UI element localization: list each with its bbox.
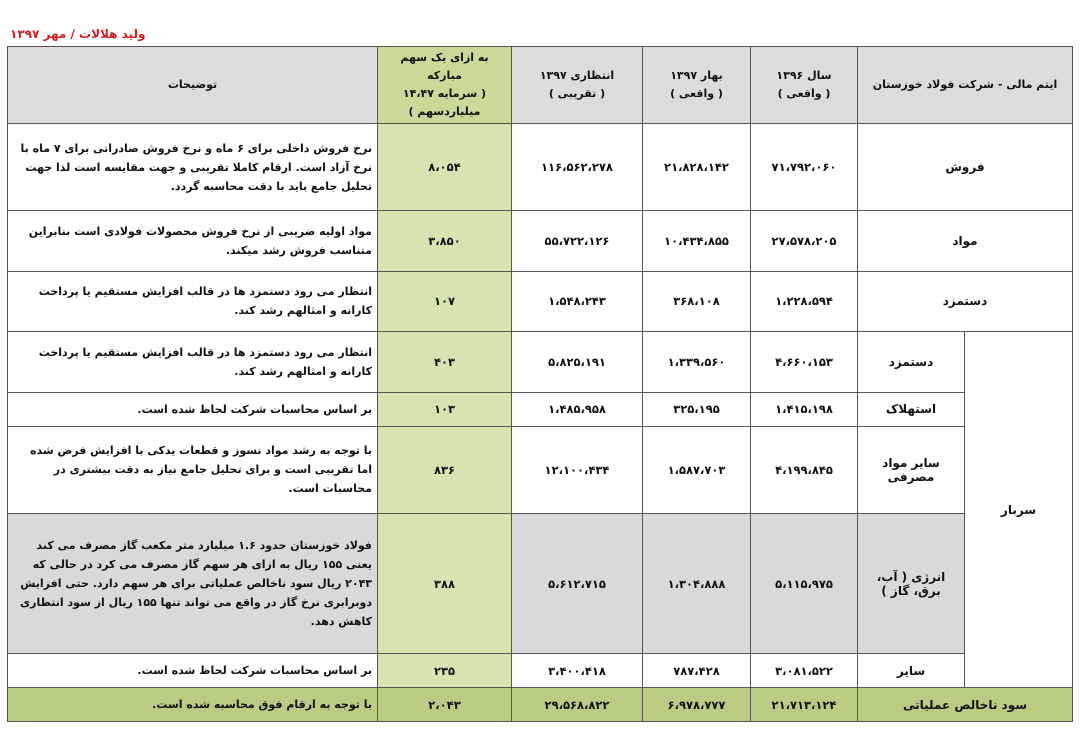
row-label: فروش <box>858 124 1073 211</box>
header-per-share-note: ( سرمایه ۱۴،۴۷ میلیاردسهم ) <box>402 87 487 118</box>
total-description: با توجه به ارقام فوق محاسبه شده است. <box>8 688 378 722</box>
cell-description: مواد اولیه ضریبی از نرخ فروش محصولات فولادی است بنابراین متناسب فروش رشد میکند. <box>8 211 378 272</box>
cell-spring-1397: ۱،۵۸۷،۷۰۳ <box>643 426 751 513</box>
cell-1396: ۱،۴۱۵،۱۹۸ <box>751 392 858 426</box>
cell-description: نرخ فروش داخلی برای ۶ ماه و نرخ فروش صادراتی برای ۷ ماه با نرخ آزاد است. ارقام کاملا تقریبی و جهت مقایسه است لذا جهت تحلیل جامع باید با دقت محاسبه گردد. <box>8 124 378 211</box>
header-spring-1397 <box>643 47 751 124</box>
cell-1396: ۴،۱۹۹،۸۴۵ <box>751 426 858 513</box>
header-year-1396-title: سال ۱۳۹۶ <box>776 69 832 82</box>
cell-per-share: ۱۰۳ <box>378 392 512 426</box>
cell-expected-1397: ۵۵،۷۲۲،۱۲۶ <box>512 211 643 272</box>
table-row <box>8 332 1073 393</box>
table-row <box>8 654 1073 688</box>
header-spring-1397-note: ( واقعی ) <box>670 87 723 100</box>
table-row <box>8 271 1073 332</box>
header-per-share <box>378 47 512 124</box>
cell-per-share: ۳۸۸ <box>378 513 512 654</box>
header-expected-1397-note: ( تقریبی ) <box>548 87 606 100</box>
cell-per-share: ۸۳۶ <box>378 426 512 513</box>
cell-expected-1397: ۱۱۶،۵۶۲،۲۷۸ <box>512 124 643 211</box>
cell-spring-1397: ۳۶۸،۱۰۸ <box>643 271 751 332</box>
cell-per-share: ۱۰۷ <box>378 271 512 332</box>
cell-description: بر اساس محاسبات شرکت لحاظ شده است. <box>8 392 378 426</box>
header-spring-1397-title: بهار ۱۳۹۷ <box>670 69 723 82</box>
cell-spring-1397: ۳۲۵،۱۹۵ <box>643 392 751 426</box>
cell-1396: ۵،۱۱۵،۹۷۵ <box>751 513 858 654</box>
cell-expected-1397: ۳،۴۰۰،۴۱۸ <box>512 654 643 688</box>
row-label: دستمزد <box>858 271 1073 332</box>
cell-per-share: ۲۳۵ <box>378 654 512 688</box>
table-row <box>8 392 1073 426</box>
header-row <box>8 47 1073 124</box>
row-label: سایر <box>858 654 965 688</box>
cell-description: با توجه به رشد مواد نسوز و قطعات یدکی با افزایش فرض شده اما تقریبی است و برای تحلیل جامع نیاز به دقت بیشتری در محاسبات است. <box>8 426 378 513</box>
cell-1396: ۷۱،۷۹۲،۰۶۰ <box>751 124 858 211</box>
table-row <box>8 513 1073 654</box>
total-expected-1397: ۲۹،۵۶۸،۸۲۲ <box>512 688 643 722</box>
total-row <box>8 688 1073 722</box>
cell-expected-1397: ۱،۵۴۸،۲۴۳ <box>512 271 643 332</box>
header-expected-1397 <box>512 47 643 124</box>
table-row <box>8 211 1073 272</box>
total-label: سود ناخالص عملیاتی <box>858 688 1073 722</box>
financial-table <box>7 46 1073 722</box>
cell-spring-1397: ۱۰،۴۳۴،۸۵۵ <box>643 211 751 272</box>
table-row <box>8 124 1073 211</box>
cell-per-share: ۴۰۳ <box>378 332 512 393</box>
header-expected-1397-title: انتظاری ۱۳۹۷ <box>539 69 615 82</box>
cell-expected-1397: ۱۲،۱۰۰،۴۳۴ <box>512 426 643 513</box>
cell-1396: ۴،۶۶۰،۱۵۳ <box>751 332 858 393</box>
cell-per-share: ۸،۰۵۴ <box>378 124 512 211</box>
author-line: ولید هلالات / مهر ۱۳۹۷ <box>10 27 146 41</box>
header-per-share-title: به ازای یک سهم مبارکه <box>400 51 489 82</box>
row-label: دستمزد <box>858 332 965 393</box>
header-year-1396-note: ( واقعی ) <box>777 87 831 100</box>
cell-1396: ۲۷،۵۷۸،۲۰۵ <box>751 211 858 272</box>
cell-description: انتظار می رود دستمزد ها در قالب افزایش مستقیم یا پرداخت کارانه و امثالهم رشد کند. <box>8 271 378 332</box>
cell-description: فولاد خوزستان حدود ۱.۶ میلیارد متر مکعب گاز مصرف می کند یعنی ۱۵۵ ریال به ازای هر سهم گاز مصرف می کرد در حالی که ۲۰۴۳ ریال سود ناخالص عملیاتی برای هر سهم دارد. حتی افزایش دوبرابری نرخ گاز در واقع می تواند تنها ۱۵۵ ریال از سود انتظاری کاهش دهد. <box>8 513 378 654</box>
cell-expected-1397: ۵،۸۲۵،۱۹۱ <box>512 332 643 393</box>
total-1396: ۲۱،۷۱۳،۱۲۴ <box>751 688 858 722</box>
cell-spring-1397: ۱،۳۰۴،۸۸۸ <box>643 513 751 654</box>
cell-expected-1397: ۱،۴۸۵،۹۵۸ <box>512 392 643 426</box>
table-row <box>8 426 1073 513</box>
row-label: سایر مواد مصرفی <box>858 426 965 513</box>
header-item: ایتم مالی - شرکت فولاد خوزستان <box>858 47 1073 124</box>
row-label: مواد <box>858 211 1073 272</box>
row-label: انرژی ( آب، برق، گاز ) <box>858 513 965 654</box>
cell-spring-1397: ۲۱،۸۲۸،۱۴۲ <box>643 124 751 211</box>
row-label: استهلاک <box>858 392 965 426</box>
cell-spring-1397: ۷۸۷،۴۲۸ <box>643 654 751 688</box>
cell-1396: ۱،۲۲۸،۵۹۴ <box>751 271 858 332</box>
cell-per-share: ۳،۸۵۰ <box>378 211 512 272</box>
cell-description: انتظار می رود دستمزد ها در قالب افزایش مستقیم یا پرداخت کارانه و امثالهم رشد کند. <box>8 332 378 393</box>
cell-expected-1397: ۵،۶۱۲،۷۱۵ <box>512 513 643 654</box>
overhead-group-label: سربار <box>965 332 1073 688</box>
header-year-1396 <box>751 47 858 124</box>
header-description: توضیحات <box>8 47 378 124</box>
cell-1396: ۳،۰۸۱،۵۲۲ <box>751 654 858 688</box>
total-per-share: ۲،۰۴۳ <box>378 688 512 722</box>
cell-spring-1397: ۱،۳۳۹،۵۶۰ <box>643 332 751 393</box>
cell-description: بر اساس محاسبات شرکت لحاظ شده است. <box>8 654 378 688</box>
total-spring-1397: ۶،۹۷۸،۷۷۷ <box>643 688 751 722</box>
